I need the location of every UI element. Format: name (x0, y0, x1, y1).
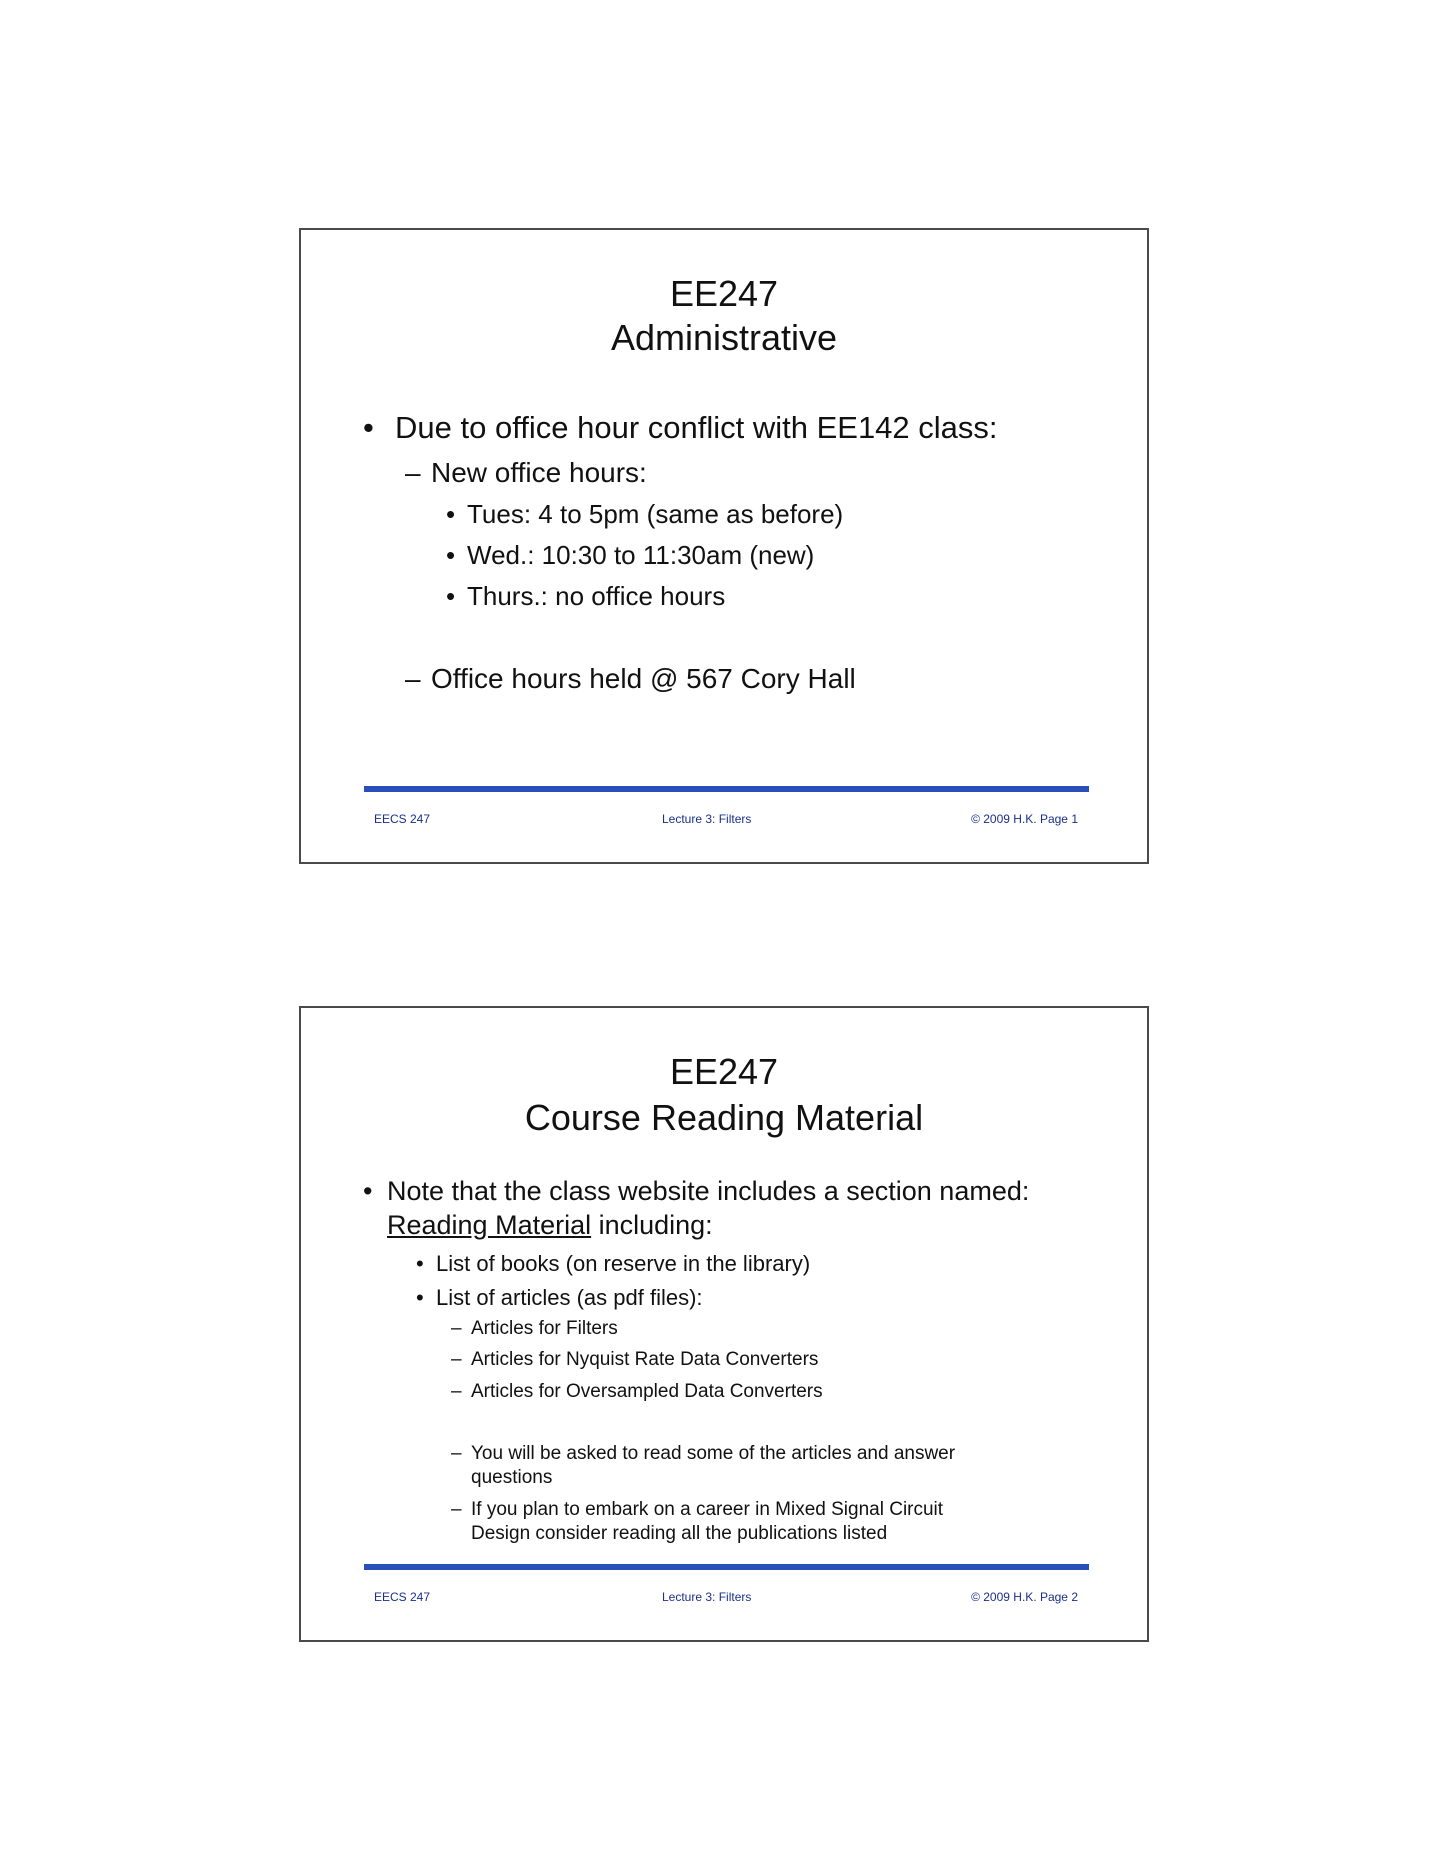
bullet-level-3-continuation (471, 1466, 552, 1490)
bullet-text: New office hours: (431, 457, 647, 488)
footer-page: © 2009 H.K. Page 1 (971, 812, 1078, 826)
bullet-text: Due to office hour conflict with EE142 class: (395, 410, 998, 445)
slide-title-line-1: EE247 (669, 273, 779, 314)
bullet-marker: • (446, 540, 456, 570)
slide-1 (299, 228, 1149, 864)
bullet-marker: • (416, 1285, 424, 1310)
dash-marker: – (405, 663, 421, 694)
dash-marker: – (405, 457, 421, 488)
dash-marker: – (451, 1443, 462, 1464)
slide-title (301, 272, 1147, 360)
slide-title-line-2: Course Reading Material (524, 1097, 924, 1138)
bullet-marker: • (363, 410, 374, 445)
dash-marker: – (451, 1318, 462, 1339)
slide-title-line-2: Administrative (610, 317, 838, 358)
bullet-text: Thurs.: no office hours (467, 581, 726, 611)
bullet-text: Tues: 4 to 5pm (same as before) (467, 499, 844, 529)
slide-2 (299, 1006, 1149, 1642)
bullet-text: List of articles (as pdf files): (436, 1285, 703, 1310)
bullet-text: Design consider reading all the publications listed (471, 1523, 888, 1544)
footer-course: EECS 247 (374, 1590, 431, 1604)
dash-marker: – (451, 1499, 462, 1520)
bullet-text: questions (471, 1467, 553, 1488)
footer-rule (364, 786, 1089, 792)
footer-page: © 2009 H.K. Page 2 (971, 1590, 1078, 1604)
footer-lecture: Lecture 3: Filters (662, 812, 752, 826)
bullet-level-1-continuation (387, 1208, 713, 1242)
bullet-text: List of books (on reserve in the library) (436, 1251, 811, 1276)
bullet-text: including: (591, 1210, 713, 1240)
bullet-text: If you plan to embark on a career in Mixed Signal Circuit (471, 1499, 944, 1520)
bullet-marker: • (416, 1251, 424, 1276)
footer-rule (364, 1564, 1089, 1570)
dash-marker: – (451, 1349, 462, 1370)
bullet-text: Note that the class website includes a section named: (387, 1176, 1030, 1206)
bullet-marker: • (446, 499, 456, 529)
slide-title-line-1: EE247 (669, 1051, 779, 1092)
bullet-text: Office hours held @ 567 Cory Hall (431, 663, 856, 694)
footer-lecture: Lecture 3: Filters (662, 1590, 752, 1604)
bullet-text: Wed.: 10:30 to 11:30am (new) (467, 540, 815, 570)
bullet-text: Articles for Filters (471, 1318, 618, 1339)
bullet-marker: • (446, 581, 456, 611)
bullet-text: You will be asked to read some of the articles and answer (471, 1443, 956, 1464)
bullet-text: Articles for Nyquist Rate Data Converters (471, 1349, 819, 1370)
footer-course: EECS 247 (374, 812, 431, 826)
bullet-text: Articles for Oversampled Data Converters (471, 1381, 823, 1402)
bullet-marker: • (363, 1176, 373, 1206)
dash-marker: – (451, 1381, 462, 1402)
reading-material-link[interactable]: Reading Material (387, 1210, 592, 1240)
slide-title (301, 1050, 1147, 1140)
bullet-level-3-continuation (471, 1522, 887, 1546)
